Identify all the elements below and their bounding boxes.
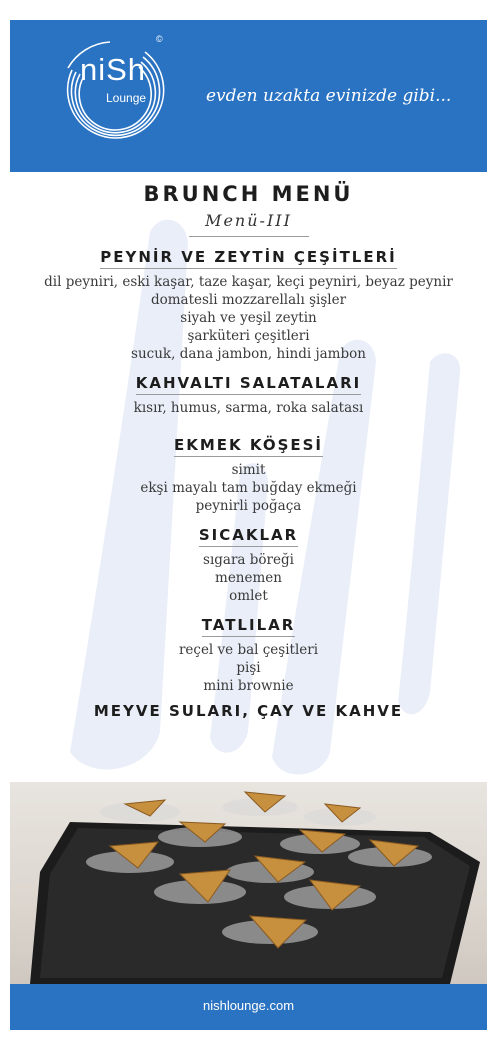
menu-item: sucuk, dana jambon, hindi jambon: [131, 346, 366, 362]
menu-item: ekşi mayalı tam buğday ekmeği: [140, 480, 357, 496]
section-desserts: [10, 615, 487, 695]
menu-item: sıgara böreği: [203, 552, 294, 568]
menu-item: siyah ve yeşil zeytin: [180, 310, 317, 326]
menu-item: menemen: [215, 570, 282, 586]
menu-item: pişi: [236, 660, 261, 676]
website-link[interactable]: nishlounge.com: [202, 998, 295, 1013]
menu-item: omlet: [229, 588, 268, 604]
section-title: MEYVE SULARI, ÇAY VE KAHVE: [93, 702, 404, 720]
pastry-tray-illustration: [10, 782, 487, 984]
section-title: EKMEK KÖŞESİ: [174, 436, 323, 457]
menu-item: kısır, humus, sarma, roka salatası: [133, 400, 364, 416]
copyright-mark: ©: [156, 34, 163, 44]
section-title: SICAKLAR: [199, 526, 298, 547]
slogan: evden uzakta evinizde gibi...: [206, 86, 452, 106]
section-breakfast-salads: [10, 373, 487, 417]
section-cheese-olives: [10, 247, 487, 363]
section-drinks: [10, 701, 487, 722]
menu-item: domatesli mozzarellalı şişler: [150, 292, 347, 308]
title-divider: [189, 236, 309, 237]
menu-title: BRUNCH MENÜ: [143, 182, 354, 206]
menu-subtitle: Menü-III: [205, 211, 292, 230]
footer-banner: [10, 984, 487, 1030]
food-photo: [10, 782, 487, 984]
menu-item: şarküteri çeşitleri: [187, 328, 310, 344]
menu-item: simit: [231, 462, 266, 478]
logo-subtitle: Lounge: [106, 91, 147, 105]
menu-content: [10, 172, 487, 722]
menu-item: reçel ve bal çeşitleri: [178, 642, 319, 658]
header-banner: [10, 20, 487, 172]
menu-item: dil peyniri, eski kaşar, taze kaşar, keçi peyniri, beyaz peynir: [44, 274, 453, 290]
section-title: KAHVALTI SALATALARI: [136, 374, 362, 395]
section-title: TATLILAR: [202, 616, 296, 637]
section-hot-dishes: [10, 525, 487, 605]
logo-name: niSh: [80, 52, 147, 87]
section-title: PEYNİR VE ZEYTİN ÇEŞİTLERİ: [100, 248, 396, 269]
menu-item: mini brownie: [203, 678, 294, 694]
section-bread-corner: [10, 435, 487, 515]
menu-item: peynirli poğaça: [195, 498, 302, 514]
